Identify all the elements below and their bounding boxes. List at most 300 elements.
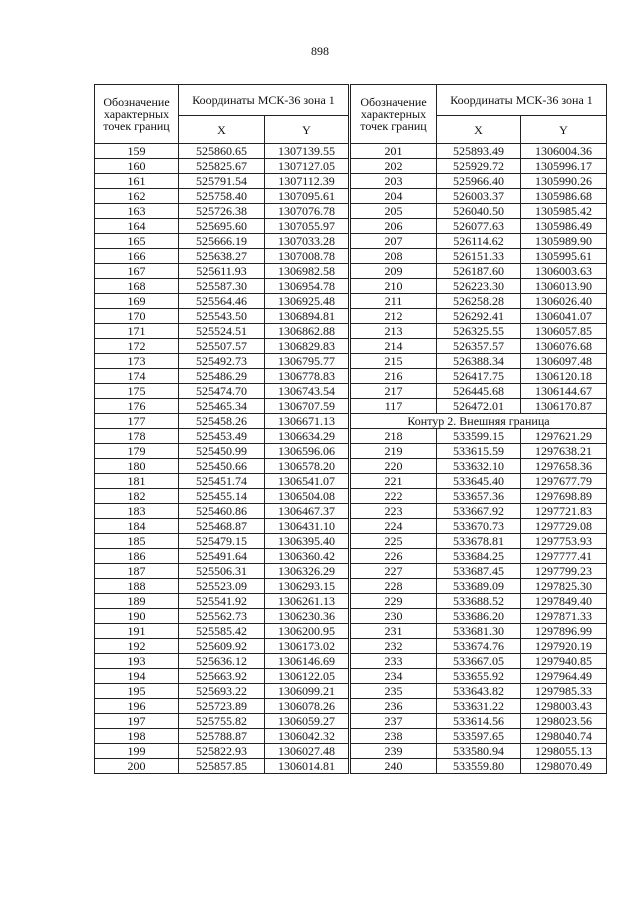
point-number: 226 <box>351 549 437 564</box>
table-row <box>95 729 349 744</box>
point-number: 232 <box>351 639 437 654</box>
coord-x: 525726.38 <box>179 204 265 219</box>
table-row <box>95 429 349 444</box>
point-number: 224 <box>351 519 437 534</box>
point-number: 187 <box>95 564 179 579</box>
coord-y: 1306671.13 <box>265 414 349 429</box>
point-number: 212 <box>351 309 437 324</box>
coord-x: 533687.45 <box>437 564 521 579</box>
coord-y: 1306078.26 <box>265 699 349 714</box>
table-row <box>95 579 349 594</box>
point-number: 237 <box>351 714 437 729</box>
table-row <box>351 204 607 219</box>
point-number: 213 <box>351 324 437 339</box>
coord-y: 1306707.59 <box>265 399 349 414</box>
coord-y: 1306395.40 <box>265 534 349 549</box>
coord-x: 525455.14 <box>179 489 265 504</box>
point-number: 175 <box>95 384 179 399</box>
coord-y: 1306027.48 <box>265 744 349 759</box>
coord-y: 1305990.26 <box>521 174 607 189</box>
coord-x: 525723.89 <box>179 699 265 714</box>
coord-y: 1297825.30 <box>521 579 607 594</box>
point-number: 221 <box>351 474 437 489</box>
point-number: 190 <box>95 609 179 624</box>
point-number: 216 <box>351 369 437 384</box>
table-row <box>95 159 349 174</box>
point-number: 193 <box>95 654 179 669</box>
table-row <box>95 189 349 204</box>
table-row <box>95 624 349 639</box>
table-row <box>351 159 607 174</box>
coord-y: 1306360.42 <box>265 549 349 564</box>
coord-x: 525788.87 <box>179 729 265 744</box>
coord-x: 526472.01 <box>437 399 521 414</box>
coord-y: 1306200.95 <box>265 624 349 639</box>
coord-x: 533631.22 <box>437 699 521 714</box>
point-number: 214 <box>351 339 437 354</box>
coord-x: 533632.10 <box>437 459 521 474</box>
point-number: 189 <box>95 594 179 609</box>
coord-y: 1306862.88 <box>265 324 349 339</box>
table-row <box>351 294 607 309</box>
coord-x: 533678.81 <box>437 534 521 549</box>
coord-x: 526388.34 <box>437 354 521 369</box>
table-row <box>351 504 607 519</box>
coord-y: 1307008.78 <box>265 249 349 264</box>
point-number: 206 <box>351 219 437 234</box>
point-number: 186 <box>95 549 179 564</box>
coord-x: 525564.46 <box>179 294 265 309</box>
coord-x: 525929.72 <box>437 159 521 174</box>
coord-y: 1306144.67 <box>521 384 607 399</box>
coord-x: 526151.33 <box>437 249 521 264</box>
coord-y: 1306059.27 <box>265 714 349 729</box>
table-row <box>95 639 349 654</box>
table-row <box>95 474 349 489</box>
table-row <box>351 729 607 744</box>
point-number: 207 <box>351 234 437 249</box>
coord-y: 1307127.05 <box>265 159 349 174</box>
coord-x: 526357.57 <box>437 339 521 354</box>
coord-x: 525611.93 <box>179 264 265 279</box>
table-row <box>95 339 349 354</box>
coord-x: 533559.80 <box>437 759 521 774</box>
coord-y: 1306293.15 <box>265 579 349 594</box>
header-coordinates: Координаты МСК-36 зона 1 <box>179 85 349 116</box>
point-number: 228 <box>351 579 437 594</box>
table-row <box>351 219 607 234</box>
point-number: 235 <box>351 684 437 699</box>
coord-x: 526417.75 <box>437 369 521 384</box>
coord-x: 533689.09 <box>437 579 521 594</box>
table-row <box>95 414 349 429</box>
point-number: 218 <box>351 429 437 444</box>
table-row <box>351 234 607 249</box>
coord-x: 533674.76 <box>437 639 521 654</box>
coord-y: 1306467.37 <box>265 504 349 519</box>
coord-x: 533667.92 <box>437 504 521 519</box>
point-number: 229 <box>351 594 437 609</box>
coord-x: 525791.54 <box>179 174 265 189</box>
table-row <box>95 669 349 684</box>
coord-x: 525450.66 <box>179 459 265 474</box>
point-number: 173 <box>95 354 179 369</box>
point-number: 227 <box>351 564 437 579</box>
coord-y: 1306003.63 <box>521 264 607 279</box>
table-row <box>95 549 349 564</box>
table-row <box>351 474 607 489</box>
point-number: 240 <box>351 759 437 774</box>
table-row <box>95 234 349 249</box>
point-number: 231 <box>351 624 437 639</box>
table-row <box>351 489 607 504</box>
table-row <box>351 609 607 624</box>
table-row <box>351 444 607 459</box>
coord-y: 1297849.40 <box>521 594 607 609</box>
table-row <box>351 264 607 279</box>
table-row <box>95 699 349 714</box>
coord-y: 1306743.54 <box>265 384 349 399</box>
coord-y: 1307076.78 <box>265 204 349 219</box>
point-number: 161 <box>95 174 179 189</box>
coord-y: 1306013.90 <box>521 279 607 294</box>
coord-y: 1307033.28 <box>265 234 349 249</box>
coord-y: 1297753.93 <box>521 534 607 549</box>
point-number: 191 <box>95 624 179 639</box>
coord-x: 525966.40 <box>437 174 521 189</box>
coord-y: 1306541.07 <box>265 474 349 489</box>
point-number: 163 <box>95 204 179 219</box>
coord-x: 533645.40 <box>437 474 521 489</box>
coord-y: 1306326.29 <box>265 564 349 579</box>
coord-x: 525506.31 <box>179 564 265 579</box>
coord-y: 1306042.32 <box>265 729 349 744</box>
coord-y: 1307112.39 <box>265 174 349 189</box>
coord-y: 1305985.42 <box>521 204 607 219</box>
table-row <box>351 384 607 399</box>
coord-x: 526325.55 <box>437 324 521 339</box>
table-row <box>95 519 349 534</box>
table-row <box>351 579 607 594</box>
table-row <box>95 294 349 309</box>
table-row <box>95 594 349 609</box>
point-number: 178 <box>95 429 179 444</box>
point-number: 211 <box>351 294 437 309</box>
table-row <box>351 339 607 354</box>
coord-y: 1297777.41 <box>521 549 607 564</box>
coord-x: 526187.60 <box>437 264 521 279</box>
coord-x: 526223.30 <box>437 279 521 294</box>
table-row <box>351 144 607 159</box>
coord-y: 1306120.18 <box>521 369 607 384</box>
coord-x: 533667.05 <box>437 654 521 669</box>
coord-x: 525758.40 <box>179 189 265 204</box>
coord-y: 1306431.10 <box>265 519 349 534</box>
point-number: 160 <box>95 159 179 174</box>
coord-x: 526003.37 <box>437 189 521 204</box>
table-row <box>351 429 607 444</box>
point-number: 185 <box>95 534 179 549</box>
point-number: 210 <box>351 279 437 294</box>
coord-x: 525450.99 <box>179 444 265 459</box>
coord-x: 533614.56 <box>437 714 521 729</box>
coord-y: 1297799.23 <box>521 564 607 579</box>
coord-x: 525585.42 <box>179 624 265 639</box>
coord-y: 1305995.61 <box>521 249 607 264</box>
coord-y: 1305996.17 <box>521 159 607 174</box>
point-number: 181 <box>95 474 179 489</box>
coord-y: 1297621.29 <box>521 429 607 444</box>
coord-y: 1298055.13 <box>521 744 607 759</box>
point-number: 199 <box>95 744 179 759</box>
coord-x: 526292.41 <box>437 309 521 324</box>
coord-x: 525693.22 <box>179 684 265 699</box>
table-row <box>95 504 349 519</box>
coord-x: 533655.92 <box>437 669 521 684</box>
point-number: 166 <box>95 249 179 264</box>
point-number: 168 <box>95 279 179 294</box>
point-number: 164 <box>95 219 179 234</box>
coord-x: 525507.57 <box>179 339 265 354</box>
coord-x: 525492.73 <box>179 354 265 369</box>
coord-y: 1306634.29 <box>265 429 349 444</box>
point-number: 177 <box>95 414 179 429</box>
table-row <box>351 699 607 714</box>
coord-x: 526040.50 <box>437 204 521 219</box>
coord-y: 1306261.13 <box>265 594 349 609</box>
header-designation: Обозначение характерных точек границ <box>95 85 179 144</box>
coord-x: 526077.63 <box>437 219 521 234</box>
table-row <box>95 309 349 324</box>
coord-y: 1306004.36 <box>521 144 607 159</box>
coord-x: 525465.34 <box>179 399 265 414</box>
coordinates-table-left <box>94 84 349 774</box>
coord-x: 525857.85 <box>179 759 265 774</box>
coord-x: 525663.92 <box>179 669 265 684</box>
contour-row <box>351 414 607 429</box>
coord-y: 1306076.68 <box>521 339 607 354</box>
coord-y: 1297721.83 <box>521 504 607 519</box>
point-number: 180 <box>95 459 179 474</box>
coord-x: 525636.12 <box>179 654 265 669</box>
point-number: 162 <box>95 189 179 204</box>
coord-y: 1306122.05 <box>265 669 349 684</box>
point-number: 215 <box>351 354 437 369</box>
table-row <box>351 714 607 729</box>
coord-x: 525451.74 <box>179 474 265 489</box>
table-row <box>95 204 349 219</box>
table-row <box>95 264 349 279</box>
coord-x: 526258.28 <box>437 294 521 309</box>
table-row <box>351 564 607 579</box>
coord-y: 1298023.56 <box>521 714 607 729</box>
point-number: 172 <box>95 339 179 354</box>
coord-y: 1306146.69 <box>265 654 349 669</box>
coord-x: 525587.30 <box>179 279 265 294</box>
table-row <box>351 759 607 774</box>
coord-x: 525695.60 <box>179 219 265 234</box>
point-number: 204 <box>351 189 437 204</box>
table-row <box>351 744 607 759</box>
coord-x: 525479.15 <box>179 534 265 549</box>
table-row <box>95 219 349 234</box>
table-row <box>351 399 607 414</box>
coord-x: 525474.70 <box>179 384 265 399</box>
point-number: 159 <box>95 144 179 159</box>
table-row <box>351 639 607 654</box>
coord-x: 525825.67 <box>179 159 265 174</box>
coord-x: 525524.51 <box>179 324 265 339</box>
coord-y: 1297920.19 <box>521 639 607 654</box>
table-row <box>351 594 607 609</box>
point-number: 167 <box>95 264 179 279</box>
table-body-right <box>351 144 607 774</box>
point-number: 200 <box>95 759 179 774</box>
point-number: 183 <box>95 504 179 519</box>
table-row <box>95 654 349 669</box>
point-number: 198 <box>95 729 179 744</box>
coord-y: 1306596.06 <box>265 444 349 459</box>
coord-y: 1297677.79 <box>521 474 607 489</box>
table-row <box>351 324 607 339</box>
coord-x: 525468.87 <box>179 519 265 534</box>
point-number: 239 <box>351 744 437 759</box>
point-number: 209 <box>351 264 437 279</box>
coord-y: 1297638.21 <box>521 444 607 459</box>
point-number: 203 <box>351 174 437 189</box>
coord-x: 525893.49 <box>437 144 521 159</box>
coord-y: 1298040.74 <box>521 729 607 744</box>
coord-x: 525458.26 <box>179 414 265 429</box>
coord-y: 1305986.49 <box>521 219 607 234</box>
coord-x: 525543.50 <box>179 309 265 324</box>
header-y: Y <box>521 116 607 144</box>
table-row <box>351 549 607 564</box>
coord-y: 1297871.33 <box>521 609 607 624</box>
point-number: 176 <box>95 399 179 414</box>
point-number: 223 <box>351 504 437 519</box>
coord-x: 525562.73 <box>179 609 265 624</box>
coord-x: 533686.20 <box>437 609 521 624</box>
table-row <box>95 144 349 159</box>
point-number: 184 <box>95 519 179 534</box>
coord-y: 1306099.21 <box>265 684 349 699</box>
coord-x: 533681.30 <box>437 624 521 639</box>
table-body-left <box>95 144 349 774</box>
table-row <box>95 759 349 774</box>
table-row <box>351 624 607 639</box>
point-number: 117 <box>351 399 437 414</box>
point-number: 165 <box>95 234 179 249</box>
coord-y: 1305986.68 <box>521 189 607 204</box>
point-number: 233 <box>351 654 437 669</box>
coord-y: 1306014.81 <box>265 759 349 774</box>
point-number: 238 <box>351 729 437 744</box>
coord-y: 1297698.89 <box>521 489 607 504</box>
coord-y: 1306982.58 <box>265 264 349 279</box>
point-number: 170 <box>95 309 179 324</box>
point-number: 182 <box>95 489 179 504</box>
point-number: 188 <box>95 579 179 594</box>
coord-y: 1306041.07 <box>521 309 607 324</box>
header-x: X <box>179 116 265 144</box>
table-row <box>95 279 349 294</box>
coord-y: 1306230.36 <box>265 609 349 624</box>
coord-x: 533684.25 <box>437 549 521 564</box>
coord-x: 533599.15 <box>437 429 521 444</box>
coord-x: 533580.94 <box>437 744 521 759</box>
table-row <box>351 189 607 204</box>
coord-x: 525822.93 <box>179 744 265 759</box>
coord-x: 525491.64 <box>179 549 265 564</box>
point-number: 195 <box>95 684 179 699</box>
coord-x: 525666.19 <box>179 234 265 249</box>
coordinates-table-right <box>350 84 607 774</box>
coord-y: 1306778.83 <box>265 369 349 384</box>
coord-y: 1305989.90 <box>521 234 607 249</box>
point-number: 217 <box>351 384 437 399</box>
coord-x: 525541.92 <box>179 594 265 609</box>
table-row <box>95 324 349 339</box>
coord-y: 1306795.77 <box>265 354 349 369</box>
table-row <box>95 369 349 384</box>
point-number: 230 <box>351 609 437 624</box>
coord-x: 525860.65 <box>179 144 265 159</box>
coord-y: 1307095.61 <box>265 189 349 204</box>
coord-y: 1306925.48 <box>265 294 349 309</box>
coord-x: 525453.49 <box>179 429 265 444</box>
table-row <box>95 459 349 474</box>
coord-x: 533670.73 <box>437 519 521 534</box>
point-number: 192 <box>95 639 179 654</box>
point-number: 222 <box>351 489 437 504</box>
point-number: 202 <box>351 159 437 174</box>
header-x: X <box>437 116 521 144</box>
coord-y: 1307139.55 <box>265 144 349 159</box>
point-number: 174 <box>95 369 179 384</box>
point-number: 236 <box>351 699 437 714</box>
coord-y: 1306097.48 <box>521 354 607 369</box>
point-number: 234 <box>351 669 437 684</box>
table-row <box>95 174 349 189</box>
table-row <box>351 669 607 684</box>
coord-y: 1306829.83 <box>265 339 349 354</box>
table-row <box>351 279 607 294</box>
coord-y: 1306504.08 <box>265 489 349 504</box>
point-number: 225 <box>351 534 437 549</box>
table-row <box>351 174 607 189</box>
coord-y: 1297964.49 <box>521 669 607 684</box>
coord-x: 525460.86 <box>179 504 265 519</box>
coord-x: 526114.62 <box>437 234 521 249</box>
coord-x: 525523.09 <box>179 579 265 594</box>
table-row <box>95 249 349 264</box>
point-number: 208 <box>351 249 437 264</box>
header-designation: Обозначение характерных точек границ <box>351 85 437 144</box>
coord-y: 1297940.85 <box>521 654 607 669</box>
table-row <box>95 564 349 579</box>
coord-x: 533688.52 <box>437 594 521 609</box>
coord-y: 1306170.87 <box>521 399 607 414</box>
coord-y: 1306894.81 <box>265 309 349 324</box>
coord-x: 525609.92 <box>179 639 265 654</box>
point-number: 220 <box>351 459 437 474</box>
table-row <box>351 519 607 534</box>
table-row <box>95 534 349 549</box>
table-row <box>351 369 607 384</box>
coord-y: 1306954.78 <box>265 279 349 294</box>
table-row <box>95 444 349 459</box>
